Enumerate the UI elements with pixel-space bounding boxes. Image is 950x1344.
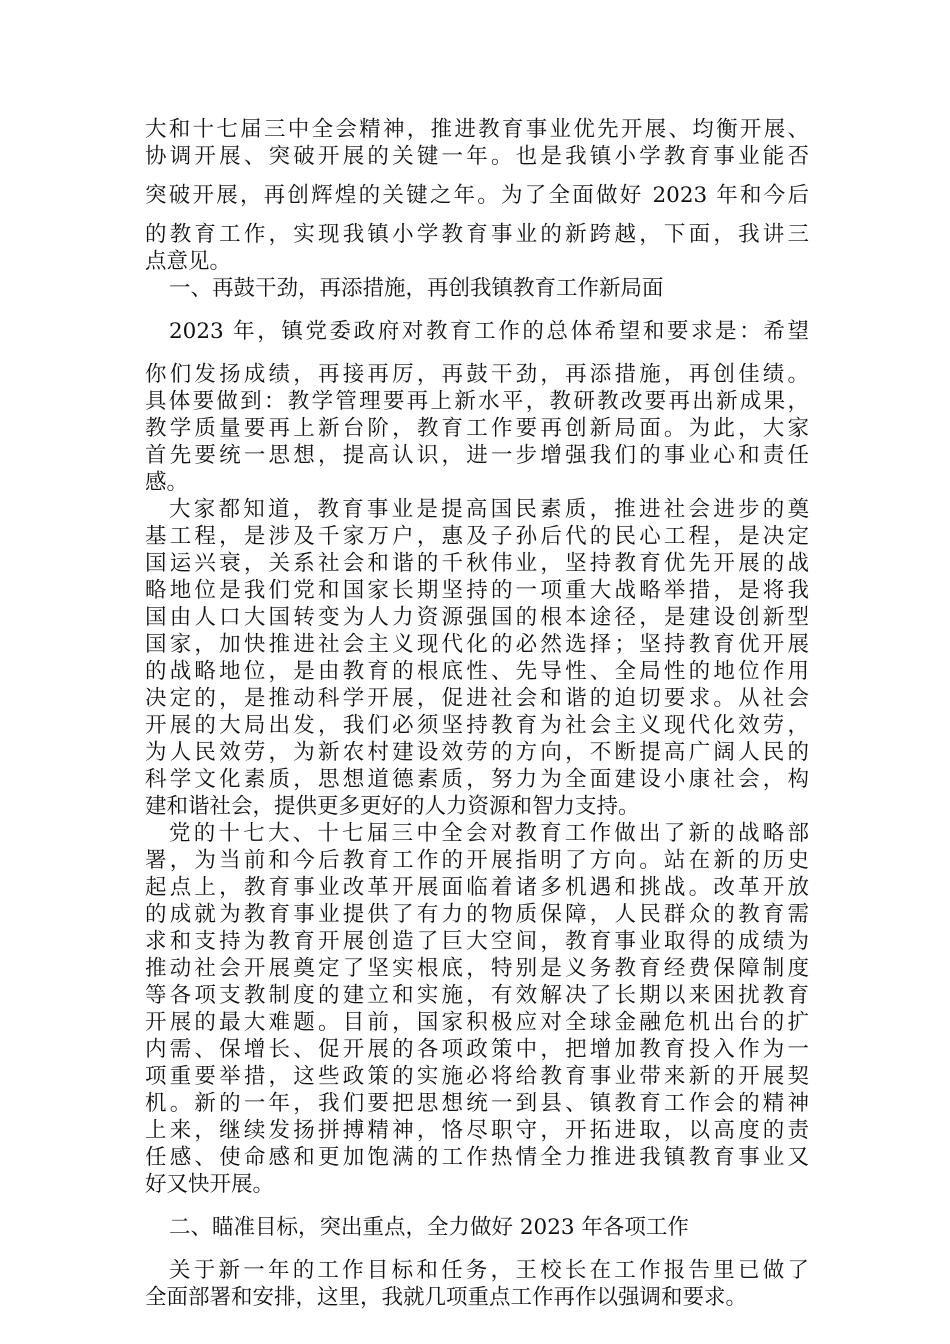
text-line: 你们发扬成绩，再接再厉，再鼓干劲，再添措施，再创佳绩。 [145,362,809,387]
text-line: 协调开展、突破开展的关键一年。也是我镇小学教育事业能否 [145,144,809,169]
text-line: 全面部署和安排，这里，我就几项重点工作再作以强调和要求。 [145,1285,748,1310]
text-line: 推动社会开展奠定了坚实根底，特别是义务教育经费保障制度 [145,956,809,981]
text-line: 开展的最大难题。目前，国家积极应对全球金融危机出台的扩 [145,1010,809,1035]
text-line: 机。新的一年，我们要把思想统一到县、镇教育工作会的精神 [145,1091,809,1116]
text-line: 大和十七届三中全会精神，推进教育事业优先开展、均衡开展、 [145,117,809,142]
text-line: 项重要举措，这些政策的实施必将给教育事业带来新的开展契 [145,1064,809,1089]
text-line: 教学质量要再上新台阶，教育工作要再创新局面。为此，大家 [145,416,809,441]
text-line: 关于新一年的工作目标和任务，王校长在工作报告里已做了 [169,1258,809,1283]
text-line: 感。 [145,470,189,495]
text-line: 建和谐社会，提供更多更好的人力资源和智力支持。 [145,794,640,819]
text-line: 的教育工作，实现我镇小学教育事业的新跨越，下面，我讲三 [145,222,809,247]
text-line: 决定的，是推动科学开展，促进社会和谐的迫切要求。从社会 [145,686,809,711]
text-line: 国由人口大国转变为人力资源强国的根本途径，是建设创新型 [145,605,809,630]
text-line: 点意见。 [145,249,232,274]
text-line: 略地位是我们党和国家长期坚持的一项重大战略举措，是将我 [145,578,809,603]
section-heading-2: 二、瞄准目标，突出重点，全力做好 2023 年各项工作 [169,1215,689,1240]
text-line: 党的十七大、十七届三中全会对教育工作做出了新的战略部 [169,821,809,846]
text-line: 任感、使命感和更加饱满的工作热情全力推进我镇教育事业又 [145,1145,809,1170]
text-line: 科学文化素质，思想道德素质，努力为全面建设小康社会，构 [145,767,809,792]
text-line: 内需、保增长、促开展的各项政策中，把增加教育投入作为一 [145,1037,809,1062]
text-line: 首先要统一思想，提高认识，进一步增强我们的事业心和责任 [145,443,809,468]
text-line: 求和支持为教育开展创造了巨大空间，教育事业取得的成绩为 [145,929,809,954]
text-line: 署，为当前和今后教育工作的开展指明了方向。站在新的历史 [145,848,809,873]
text-line: 起点上，教育事业改革开展面临着诸多机遇和挑战。改革开放 [145,875,809,900]
text-line: 为人民效劳，为新农村建设效劳的方向，不断提高广阔人民的 [145,740,809,765]
text-line: 国运兴衰，关系社会和谐的千秋伟业，坚持教育优先开展的战 [145,551,809,576]
text-line: 大家都知道，教育事业是提高国民素质，推进社会进步的奠 [169,497,809,522]
document-page [145,116,809,1311]
text-line: 的战略地位，是由教育的根底性、先导性、全局性的地位作用 [145,659,809,684]
text-line: 国家，加快推进社会主义现代化的必然选择；坚持教育优开展 [145,632,809,657]
text-line: 好又快开展。 [145,1172,275,1197]
text-line: 基工程，是涉及千家万户，惠及子孙后代的民心工程，是决定 [145,524,809,549]
text-line: 突破开展，再创辉煌的关键之年。为了全面做好 2023 年和今后 [145,183,809,208]
section-heading-1: 一、再鼓干劲，再添措施，再创我镇教育工作新局面 [169,276,664,301]
text-line: 等各项支教制度的建立和实施，有效解决了长期以来困扰教育 [145,983,809,1008]
text-line: 的成就为教育事业提供了有力的物质保障，人民群众的教育需 [145,902,809,927]
text-line: 具体要做到：教学管理要再上新水平，教研教改要再出新成果， [145,389,809,414]
text-line: 上来，继续发扬拼搏精神，恪尽职守，开拓进取，以高度的责 [145,1118,809,1143]
text-line: 2023 年，镇党委政府对教育工作的总体希望和要求是：希望 [169,319,809,344]
text-line: 开展的大局出发，我们必须坚持教育为社会主义现代化效劳， [145,713,809,738]
